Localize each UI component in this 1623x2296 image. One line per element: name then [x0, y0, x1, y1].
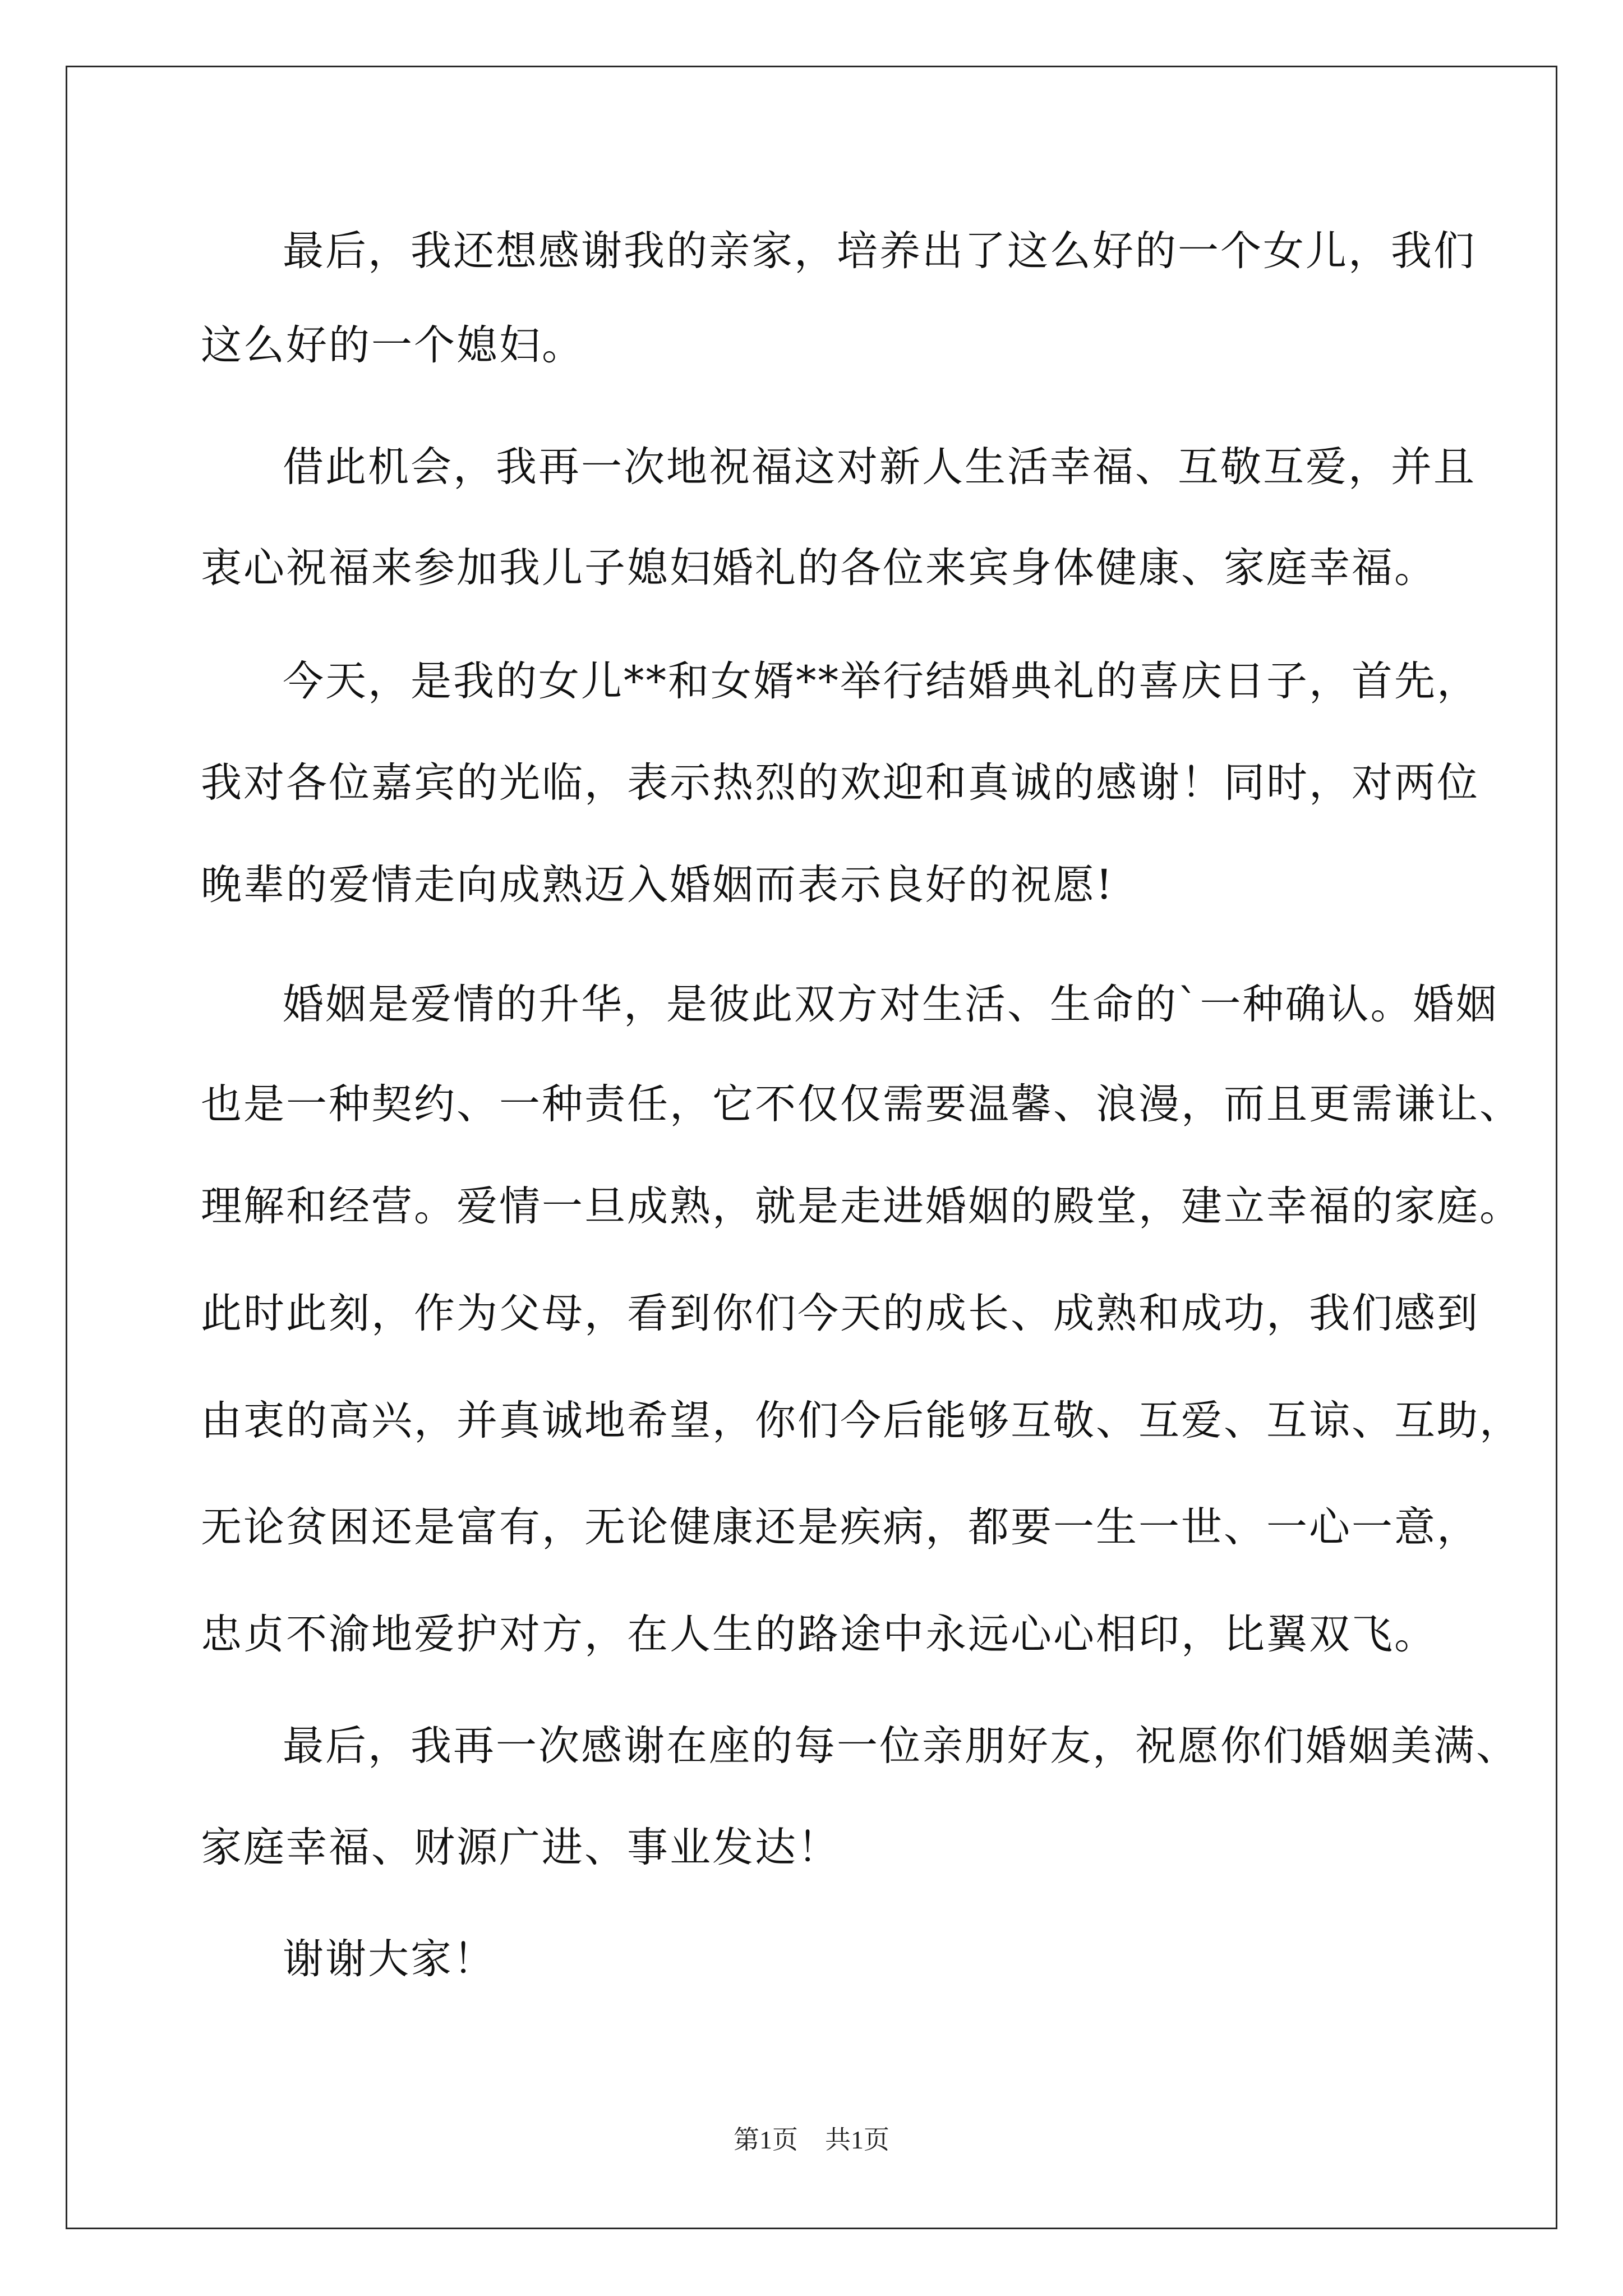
- text-line: 忠贞不渝地爱护对方，在人生的路途中永远心心相印，比翼双飞。: [201, 1611, 1437, 1658]
- page-total: 共1页: [825, 2125, 889, 2154]
- text-line: 这么好的一个媳妇。: [201, 321, 584, 369]
- text-line: 理解和经营。爱情一旦成熟，就是走进婚姻的殿堂，建立幸福的家庭。: [201, 1182, 1522, 1230]
- text-line: 我对各位嘉宾的光临，表示热烈的欢迎和真诚的感谢！同时，对两位: [201, 759, 1479, 807]
- text-line: 今天，是我的女儿**和女婿**举行结婚典礼的喜庆日子，首先，: [283, 657, 1479, 705]
- text-line: 由衷的高兴，并真诚地希望，你们今后能够互敬、互爱、互谅、互助，: [201, 1397, 1522, 1444]
- page-border: [66, 66, 1557, 2229]
- text-line: 最后，我再一次感谢在座的每一位亲朋好友，祝愿你们婚姻美满、: [283, 1722, 1519, 1770]
- text-line: 家庭幸福、财源广进、事业发达！: [201, 1824, 840, 1871]
- text-line: 晚辈的爱情走向成熟迈入婚姻而表示良好的祝愿!: [201, 861, 1114, 909]
- text-line: 谢谢大家！: [283, 1935, 496, 1983]
- text-line: 婚姻是爱情的升华，是彼此双方对生活、生命的`一种确认。婚姻: [283, 981, 1498, 1028]
- text-line: 借此机会，我再一次地祝福这对新人生活幸福、互敬互爱，并且: [283, 443, 1476, 491]
- page-number: 第1页: [734, 2125, 798, 2154]
- page-footer: [0, 2123, 1623, 2157]
- text-line: 衷心祝福来参加我儿子媳妇婚礼的各位来宾身体健康、家庭幸福。: [201, 544, 1437, 592]
- text-line: 也是一种契约、一种责任，它不仅仅需要温馨、浪漫，而且更需谦让、: [201, 1080, 1522, 1128]
- text-line: 此时此刻，作为父母，看到你们今天的成长、成熟和成功，我们感到: [201, 1290, 1479, 1337]
- text-line: 无论贫困还是富有，无论健康还是疾病，都要一生一世、一心一意，: [201, 1503, 1479, 1551]
- text-line: 最后，我还想感谢我的亲家，培养出了这么好的一个女儿，我们: [283, 227, 1476, 275]
